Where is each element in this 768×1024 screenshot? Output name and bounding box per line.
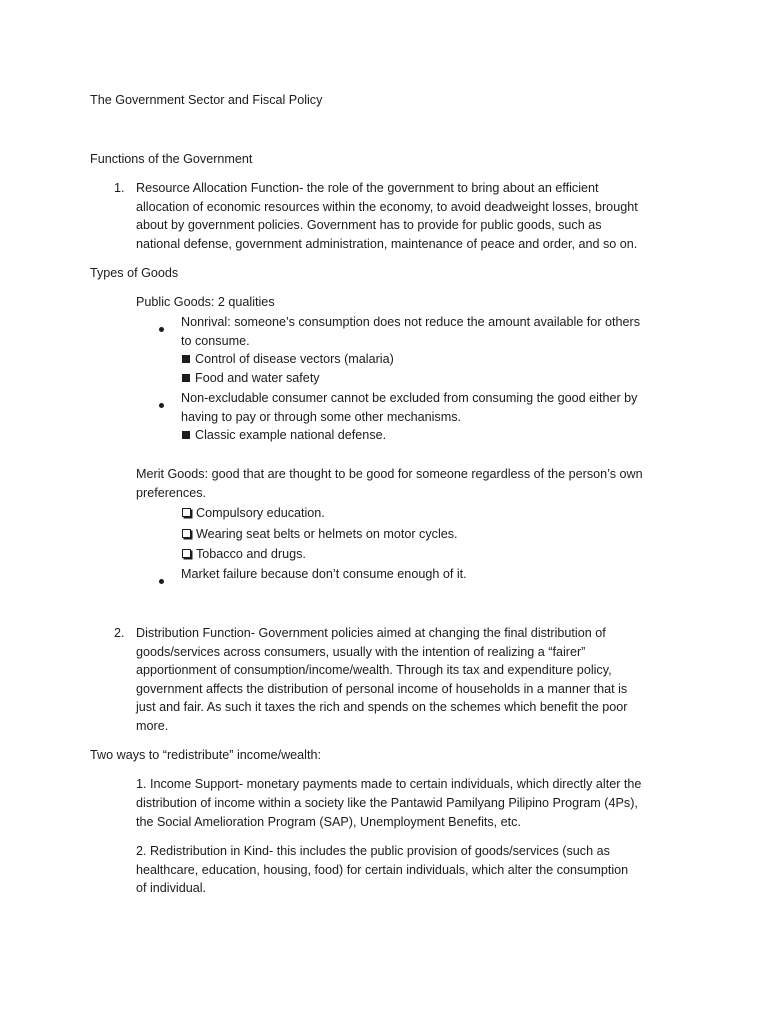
checkbox-bullet: Compulsory education.: [182, 506, 325, 521]
sub-bullet: Food and water safety: [182, 371, 320, 386]
bullet-text: to consume.: [181, 334, 250, 348]
paragraph-line: government affects the distribution of personal income of households in a manner that is: [136, 682, 628, 696]
paragraph-line: just and fair. As such it taxes the rich and spends on the schemes which benefit the poor: [136, 700, 628, 714]
checkbox-bullet-icon: [182, 529, 191, 538]
square-bullet-icon: [182, 374, 190, 382]
bullet-dot-icon: [159, 327, 164, 332]
paragraph-line: distribution of income within a society like the Pantawid Pamilyang Pilipino Program (4Ps),: [136, 796, 638, 810]
sub-bullet: Control of disease vectors (malaria): [182, 352, 394, 367]
bullet-text: having to pay or through some other mechanisms.: [181, 410, 462, 424]
sub-bullet: Classic example national defense.: [182, 428, 386, 443]
checkbox-bullet-icon: [182, 508, 191, 517]
bullet-text: Nonrival: someone’s consumption does not reduce the amount available for others: [181, 315, 641, 329]
paragraph-line: allocation of economic resources within the economy, to avoid deadweight losses, brought: [136, 200, 638, 214]
merit-goods-text: preferences.: [136, 486, 207, 500]
list-number: 2.: [114, 626, 125, 640]
paragraph-line: the Social Amelioration Program (SAP), Unemployment Benefits, etc.: [136, 815, 521, 829]
paragraph-line: goods/services across consumers, usually with the intention of realizing a “fairer”: [136, 645, 586, 659]
page-title: The Government Sector and Fiscal Policy: [90, 93, 323, 107]
bullet-text: Market failure because don’t consume enough of it.: [181, 567, 467, 581]
square-bullet-icon: [182, 431, 190, 439]
checkbox-bullet-icon: [182, 549, 191, 558]
public-goods-heading: Public Goods: 2 qualities: [136, 295, 275, 309]
paragraph-line: Resource Allocation Function- the role of the government to bring about an efficient: [136, 181, 599, 195]
list-number: 1.: [114, 181, 125, 195]
functions-heading: Functions of the Government: [90, 152, 253, 166]
paragraph-line: 1. Income Support- monetary payments made to certain individuals, which directly alter the: [136, 777, 642, 791]
bullet-dot-icon: [159, 403, 164, 408]
paragraph-line: of individual.: [136, 881, 207, 895]
paragraph-line: about by government policies. Government has to provide for public goods, such as: [136, 218, 602, 232]
types-heading: Types of Goods: [90, 266, 179, 280]
paragraph-line: national defense, government administration, maintenance of peace and order, and so on.: [136, 237, 638, 251]
redistribute-heading: Two ways to “redistribute” income/wealth:: [90, 748, 321, 762]
bullet-dot-icon: [159, 579, 164, 584]
square-bullet-icon: [182, 355, 190, 363]
merit-goods-text: Merit Goods: good that are thought to be good for someone regardless of the person’s own: [136, 467, 643, 481]
paragraph-line: 2. Redistribution in Kind- this includes the public provision of goods/services (such as: [136, 844, 610, 858]
paragraph-line: Distribution Function- Government policies aimed at changing the final distribution of: [136, 626, 606, 640]
paragraph-line: apportionment of consumption/income/wealth. Through its tax and expenditure policy,: [136, 663, 612, 677]
bullet-text: Non-excludable consumer cannot be excluded from consuming the good either by: [181, 391, 638, 405]
checkbox-bullet: Tobacco and drugs.: [182, 547, 306, 562]
checkbox-bullet: Wearing seat belts or helmets on motor cycles.: [182, 527, 458, 542]
paragraph-line: healthcare, education, housing, food) for certain individuals, which alter the consumption: [136, 863, 629, 877]
paragraph-line: more.: [136, 719, 169, 733]
